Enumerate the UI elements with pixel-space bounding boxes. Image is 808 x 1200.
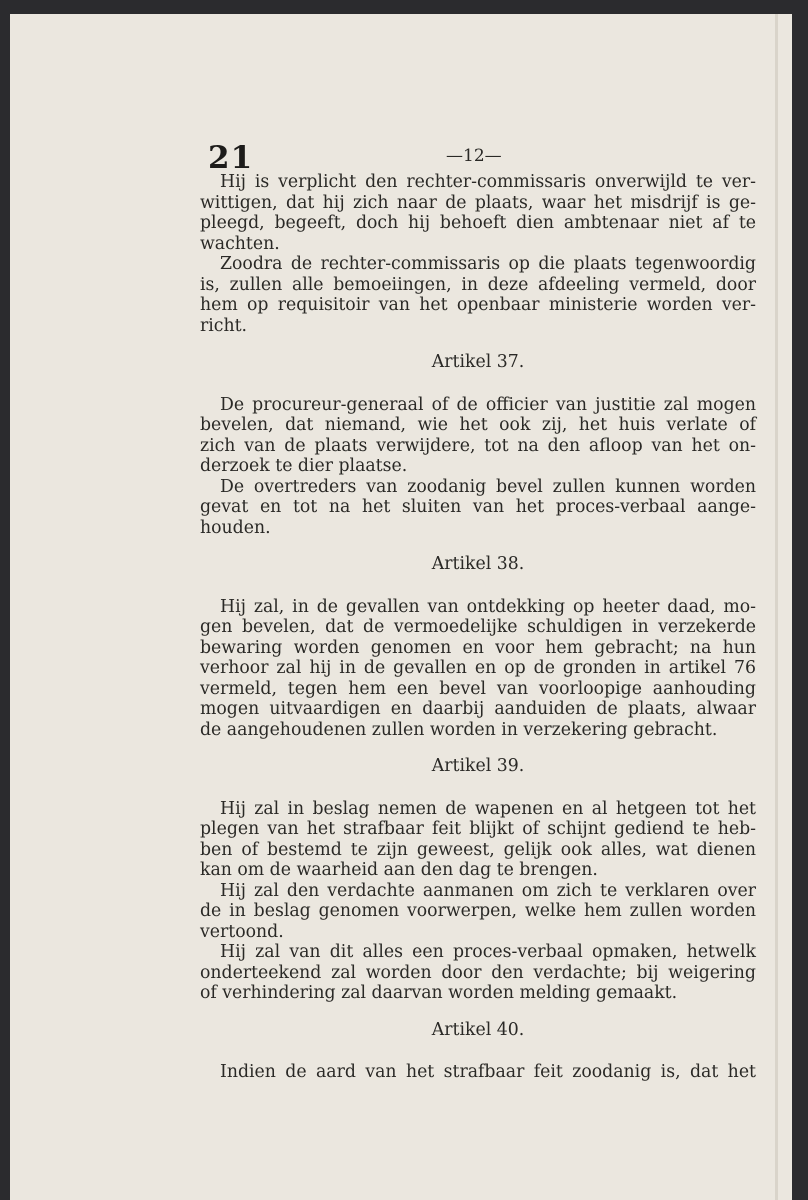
text-line: houden. <box>200 517 271 538</box>
paragraph <box>200 942 756 1004</box>
text-line: gevat en tot na het sluiten van het proces-verbaal aange- <box>200 497 756 517</box>
article-heading: Artikel 37. <box>431 352 525 372</box>
text-line: onderteekend zal worden door den verdachte; bij weigering <box>200 962 756 983</box>
text-line: is, zullen alle bemoeiingen, in deze afdeeling vermeld, door <box>200 274 756 295</box>
text-line: Indien de aard van het strafbaar feit zoodanig is, dat het <box>220 1062 756 1082</box>
page-edge-shadow <box>775 14 778 1200</box>
text-line: De procureur-generaal of de officier van justitie zal mogen <box>220 394 756 415</box>
scan-border <box>792 14 808 1200</box>
text-line: hem op requisitoir van het openbaar ministerie worden ver- <box>200 295 756 315</box>
text-line: Hij zal in beslag nemen de wapenen en al hetgeen tot het <box>220 798 756 819</box>
article-heading: Artikel 38. <box>431 554 525 574</box>
paragraph <box>200 881 756 943</box>
text-line: Hij zal, in de gevallen van ontdekking op heeter daad, mo- <box>220 596 756 617</box>
text-line: richt. <box>200 315 248 336</box>
text-line: kan om de waarheid aan den dag te brengen. <box>200 860 598 880</box>
paragraph <box>200 254 756 336</box>
text-line: zich van de plaats verwijdere, tot na den afloop van het on- <box>200 435 756 456</box>
text-line: bewaring worden genomen en voor hem gebracht; na hun <box>200 637 756 658</box>
paragraph <box>200 597 756 741</box>
page-number: —12— <box>446 146 502 166</box>
text-line: mogen uitvaardigen en daarbij aanduiden de plaats, alwaar <box>200 699 756 719</box>
text-line: of verhindering zal daarvan worden melding gemaakt. <box>200 983 678 1003</box>
article-heading: Artikel 39. <box>431 756 525 776</box>
text-line: De overtreders van zoodanig bevel zullen kunnen worden <box>220 476 756 497</box>
text-line: wachten. <box>200 233 280 254</box>
text-line: de aangehoudenen zullen worden in verzekering gebracht. <box>200 719 718 740</box>
text-line: gen bevelen, dat de vermoedelijke schuldigen in verzekerde <box>200 617 756 637</box>
text-line: Hij zal van dit alles een proces-verbaal opmaken, hetwelk <box>220 942 756 962</box>
text-line: Hij zal den verdachte aanmanen om zich te verklaren over <box>220 880 756 901</box>
text-line: vertoond. <box>200 921 284 942</box>
text-line: ben of bestemd te zijn geweest, gelijk ook alles, wat dienen <box>200 839 756 860</box>
paragraph <box>200 477 756 539</box>
article-heading: Artikel 40. <box>431 1019 525 1040</box>
text-line: vermeld, tegen hem een bevel van voorloopige aanhouding <box>200 678 756 699</box>
sheet-number: 21 <box>208 140 254 176</box>
paragraph <box>200 799 756 881</box>
text-line: wittigen, dat hij zich naar de plaats, waar het misdrijf is ge- <box>200 192 756 213</box>
page-body <box>200 172 756 1083</box>
text-line: verhoor zal hij in de gevallen en op de gronden in artikel 76 <box>200 658 756 678</box>
text-line: bevelen, dat niemand, wie het ook zij, het huis verlate of <box>200 415 756 435</box>
text-line: pleegd, begeeft, doch hij behoeft dien ambtenaar niet af te <box>200 213 756 233</box>
paragraph <box>200 1062 756 1083</box>
text-line: de in beslag genomen voorwerpen, welke hem zullen worden <box>200 901 756 921</box>
text-line: Zoodra de rechter-commissaris op die plaats tegenwoordig <box>220 254 756 274</box>
text-line: derzoek te dier plaatse. <box>200 456 408 476</box>
paragraph <box>200 172 756 254</box>
text-line: plegen van het strafbaar feit blijkt of schijnt gediend te heb- <box>200 819 756 839</box>
paragraph <box>200 395 756 477</box>
text-line: Hij is verplicht den rechter-commissaris onverwijld te ver- <box>220 172 756 192</box>
